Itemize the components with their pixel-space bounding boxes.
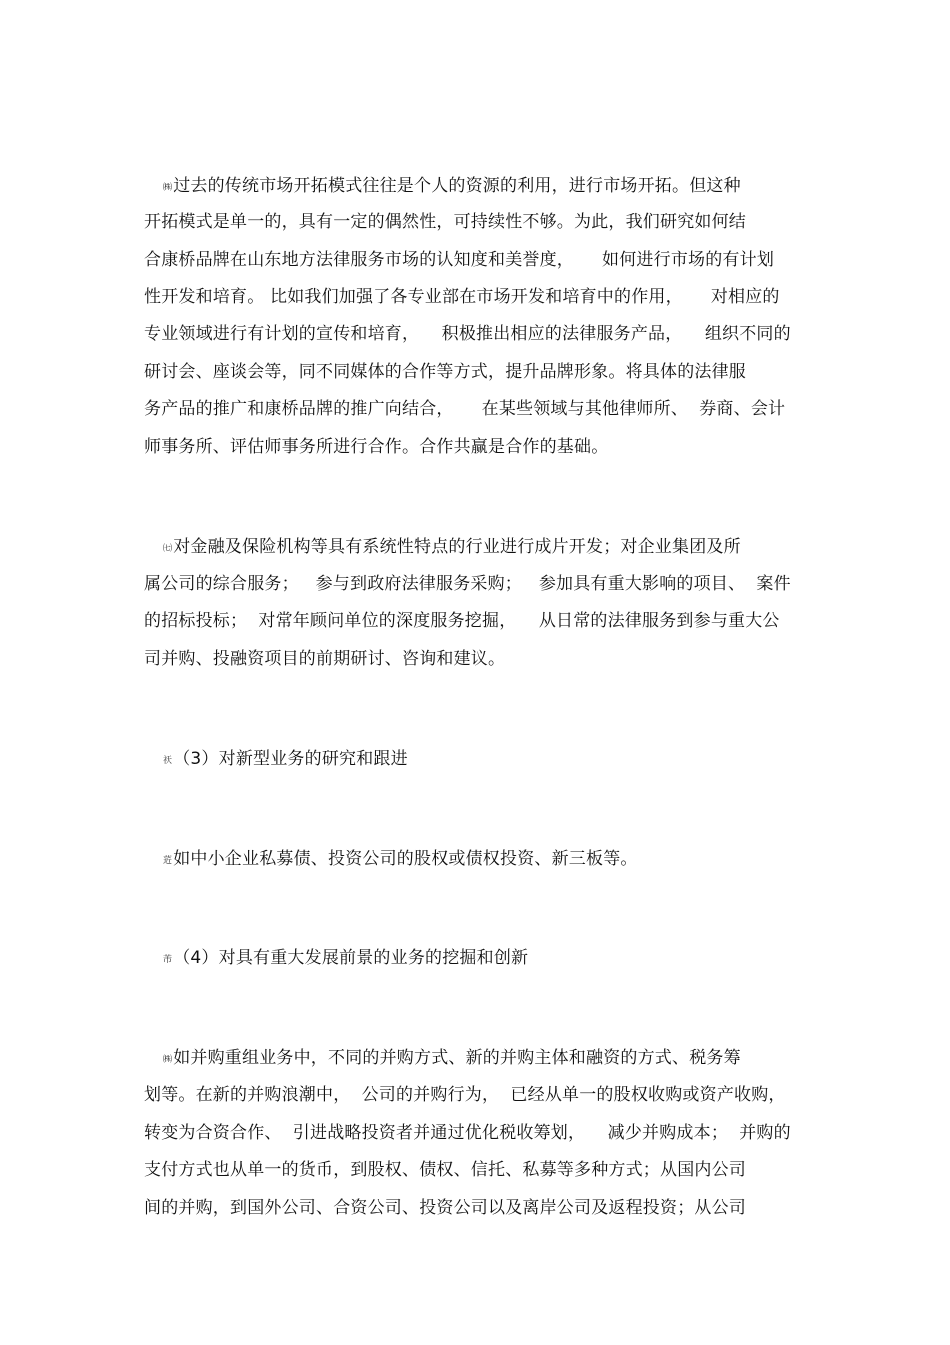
paragraph-marker-4: 菦 <box>163 856 173 866</box>
paragraph-4-line-5: 间的并购，到国外公司、合资公司、投资公司以及离岸公司及返程投资；从公司 <box>144 1198 746 1218</box>
paragraph-1-line-7: 务产品的推广和康桥品牌的推广向结合， 在某些领域与其他律师所、 券商、会计 <box>144 399 786 419</box>
paragraph-3-line-1 <box>163 848 638 870</box>
paragraph-marker-1: ㈱ <box>163 183 173 193</box>
paragraph-2-line-3: 的招标投标； 对常年顾问单位的深度服务挖掘， 从日常的法律服务到参与重大公 <box>144 611 780 631</box>
section-heading-3-text: （3）对新型业务的研究和跟进 <box>173 749 408 769</box>
paragraph-4-line-4: 支付方式也从单一的货币，到股权、债权、信托、私募等多种方式；从国内公司 <box>144 1160 746 1180</box>
paragraph-2-text-1: 对金融及保险机构等具有系统性特点的行业进行成片开发；对企业集团及所 <box>173 537 741 557</box>
paragraph-1-line-2: 开拓模式是单一的，具有一定的偶然性，可持续性不够。为此，我们研究如何结 <box>144 212 746 232</box>
paragraph-2-line-4: 司并购、投融资项目的前期研讨、咨询和建议。 <box>144 649 506 669</box>
paragraph-marker-5: 芾 <box>163 955 173 965</box>
paragraph-1-line-1 <box>163 175 741 197</box>
paragraph-marker-3: 祆 <box>163 756 173 766</box>
paragraph-2-line-1 <box>163 536 741 558</box>
paragraph-marker-6: ㈱ <box>163 1055 173 1065</box>
paragraph-1-line-3: 合康桥品牌在山东地方法律服务市场的认知度和美誉度， 如何进行市场的有计划 <box>144 250 775 270</box>
section-heading-4-text: （4）对具有重大发展前景的业务的挖掘和创新 <box>173 948 529 968</box>
section-heading-4 <box>163 947 528 969</box>
paragraph-1-line-4: 性开发和培育。 比如我们加强了各专业部在市场开发和培育中的作用， 对相应的 <box>144 287 780 307</box>
paragraph-1-line-6: 研讨会、座谈会等，同不同媒体的合作等方式，提升品牌形象。将具体的法律服 <box>144 362 746 382</box>
paragraph-4-text-1: 如并购重组业务中，不同的并购方式、新的并购主体和融资的方式、税务筹 <box>173 1048 741 1068</box>
paragraph-1-line-5: 专业领域进行有计划的宣传和培育， 积极推出相应的法律服务产品， 组织不同的 <box>144 324 791 344</box>
section-heading-3 <box>163 748 408 770</box>
paragraph-1-text-1: 过去的传统市场开拓模式往往是个人的资源的利用，进行市场开拓。但这种 <box>173 176 741 196</box>
paragraph-1-line-8: 师事务所、评估师事务所进行合作。合作共赢是合作的基础。 <box>144 437 609 457</box>
paragraph-4-line-1 <box>163 1047 741 1069</box>
paragraph-3-text: 如中小企业私募债、投资公司的股权或债权投资、新三板等。 <box>173 849 638 869</box>
paragraph-4-line-3: 转变为合资合作、 引进战略投资者并通过优化税收筹划， 减少并购成本； 并购的 <box>144 1123 791 1143</box>
paragraph-4-line-2: 划等。在新的并购浪潮中， 公司的并购行为， 已经从单一的股权收购或资产收购， <box>144 1085 786 1105</box>
paragraph-marker-2: ㈦ <box>163 544 173 554</box>
paragraph-2-line-2: 属公司的综合服务； 参与到政府法律服务采购； 参加具有重大影响的项目、 案件 <box>144 574 791 594</box>
